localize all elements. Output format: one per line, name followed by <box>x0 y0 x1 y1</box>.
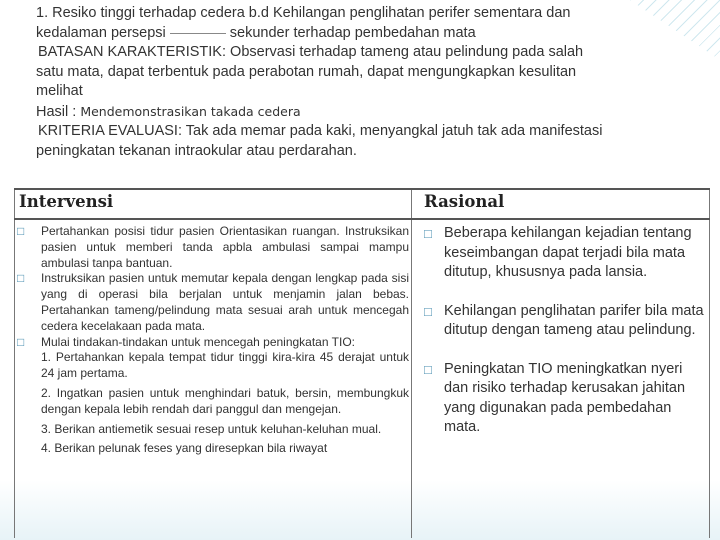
batasan-line-3: melihat <box>36 83 83 99</box>
hasil-text: Mendemonstrasikan takada cedera <box>80 103 301 119</box>
batasan-line-2: satu mata, dapat terbentuk pada perabotan rumah, dapat mengungkapkan kesulitan <box>36 63 577 80</box>
kriteria-line-2: peningkatan tekanan intraokular atau perdarahan. <box>36 142 357 159</box>
intervensi-item <box>17 224 409 271</box>
intervensi-text: Pertahankan posisi tidur pasien Orientasikan ruangan. Instruksikan pasien untuk memberi tanda apbla ambulasi sampai mampu ambulasi tanpa bantuan. <box>41 224 409 270</box>
intervensi-item <box>17 271 409 334</box>
diagnosis-header <box>36 4 706 161</box>
rasional-text: Beberapa kehilangan kejadian tentang keseimbangan dapat terjadi bila mata ditutup, khususnya pada lansia. <box>444 225 692 280</box>
rasional-cell <box>412 219 710 538</box>
batasan-line-1 <box>36 43 706 63</box>
rasional-text: Peningkatan TIO meningkatkan nyeri dan risiko terhadap kerusakan jahitan yang digunakan pada pembedahan mata. <box>444 360 686 435</box>
rasional-item <box>424 224 709 283</box>
rasional-item <box>424 302 709 341</box>
rasional-text: Kehilangan penglihatan parifer bila mata ditutup dengan tameng atau pelindung. <box>444 302 704 338</box>
header-intervensi: Intervensi <box>15 189 412 219</box>
intervention-table <box>14 188 710 538</box>
intervensi-sub-item: 3. Berikan antiemetik sesuai resep untuk keluhan-keluhan mual. <box>41 421 382 436</box>
intervensi-cell <box>15 219 412 538</box>
kriteria-label: KRITERIA EVALUASI <box>38 123 178 139</box>
kriteria-text-1: : Tak ada memar pada kaki, menyangkal jatuh tak ada manifestasi <box>177 123 603 139</box>
hasil-line <box>36 102 706 123</box>
blank-gap <box>170 32 226 34</box>
intervensi-sub-item: 4. Berikan pelunak feses yang diresepkan bila riwayat <box>41 441 328 456</box>
rasional-item <box>424 360 709 438</box>
checkbox-bullet-icon: □ <box>424 226 432 241</box>
kriteria-line-1 <box>36 122 706 142</box>
diagnosis-line-2 <box>36 24 706 44</box>
intervensi-text: Instruksikan pasien untuk memutar kepala dengan lengkap pada sisi yang di operasi bila berjalan untuk menjamin jalan bebas. Pertahankan tameng/pelindung mata sesuai arah untuk mencegah cedera kecelakaan pada mata. <box>41 271 409 333</box>
intervensi-text: Mulai tindakan-tindakan untuk mencegah peningkatan TIO: <box>41 334 355 349</box>
intervensi-item <box>17 335 409 351</box>
batasan-label: BATASAN KARAKTERISTIK <box>38 44 222 60</box>
checkbox-bullet-icon: □ <box>424 303 432 319</box>
checkbox-bullet-icon: □ <box>17 334 25 349</box>
diagnosis-line-1: 1. Resiko tinggi terhadap cedera b.d Kehilangan penglihatan perifer sementara dan <box>36 5 571 21</box>
hasil-label: Hasil : <box>36 103 81 120</box>
intervensi-sub-item: 2. Ingatkan pasien untuk menghindari batuk, bersin, membungkuk dengan kepala lebih rendah dari panggul dan mengejan. <box>41 385 409 416</box>
checkbox-bullet-icon: □ <box>424 361 432 377</box>
checkbox-bullet-icon: □ <box>17 271 25 286</box>
checkbox-bullet-icon: □ <box>17 224 25 238</box>
header-rasional: Rasional <box>412 189 710 219</box>
diagnosis-line-2a: kedalaman persepsi <box>36 24 166 41</box>
intervensi-sub-item: 1. Pertahankan kepala tempat tidur tinggi kira-kira 45 derajat untuk 24 jam pertama. <box>41 350 409 381</box>
rasional-list <box>424 220 709 438</box>
intervensi-list <box>15 220 411 457</box>
batasan-text-1: : Observasi terhadap tameng atau pelindung pada salah <box>221 44 584 60</box>
diagnosis-line-2b: sekunder terhadap pembedahan mata <box>229 24 476 41</box>
